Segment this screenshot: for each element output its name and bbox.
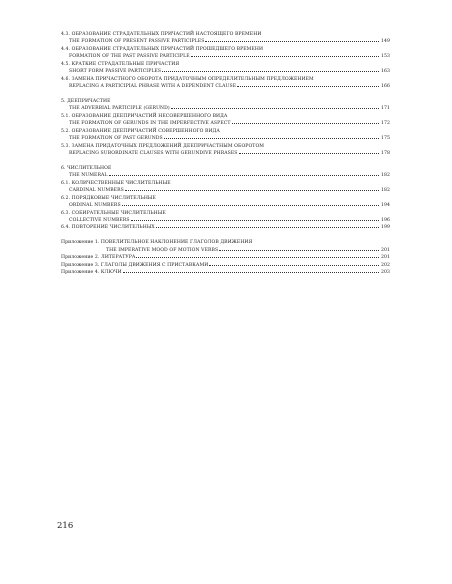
toc-entry — [61, 165, 390, 172]
dot-leader — [123, 269, 379, 273]
toc-entry — [61, 195, 390, 202]
dot-leader — [239, 150, 379, 154]
dot-leader — [171, 105, 379, 109]
toc-entry-page: 178 — [380, 151, 390, 156]
toc-entry-title: 5.1. ОБРАЗОВАНИЕ ДЕЕПРИЧАСТИЙ НЕСОВЕРШЕННОГО ВИДА — [61, 113, 228, 119]
toc-entry — [61, 128, 390, 135]
toc-entry-title: 6.1. КОЛИЧЕСТВЕННЫЕ ЧИСЛИТЕЛЬНЫЕ — [61, 180, 171, 186]
dot-leader — [156, 224, 379, 228]
toc-entry-title: COLLECTIVE NUMBERS — [69, 217, 130, 223]
toc-entry-title: REPLACING SUBORDINATE CLAUSES WITH GERUNDIVE PHRASES — [69, 151, 238, 156]
toc-entry-title: 6.2. ПОРЯДКОВЫЕ ЧИСЛИТЕЛЬНЫЕ — [61, 195, 156, 201]
dot-leader — [164, 135, 379, 139]
toc-entry — [61, 254, 390, 261]
toc-entry — [61, 83, 390, 90]
dot-leader — [162, 68, 379, 72]
toc-entry-title: 4.3. ОБРАЗОВАНИЕ СТРАДАТЕЛЬНЫХ ПРИЧАСТИЙ НАСТОЯЩЕГО ВРЕМЕНИ — [61, 32, 262, 37]
toc-entry — [61, 239, 390, 246]
toc-entry — [61, 68, 390, 75]
toc-entry-title: THE FORMATION OF PAST GERUNDS — [69, 136, 163, 142]
toc-entry-title: THE NUMERAL — [69, 173, 108, 179]
toc-entry-page: 166 — [380, 84, 390, 90]
toc-entry-title: Приложение 1. ПОВЕЛИТЕЛЬНОЕ НАКЛОНЕНИЕ ГЛАГОЛОВ ДВИЖЕНИЯ — [61, 240, 253, 246]
toc-entry — [61, 46, 390, 53]
toc-entry-page: 194 — [380, 203, 390, 209]
toc-entry — [61, 61, 390, 68]
toc-entry-page: 171 — [380, 106, 390, 112]
toc-entry — [61, 38, 390, 45]
toc-entry — [61, 53, 390, 60]
toc-entry-page: 175 — [380, 136, 390, 142]
toc-entry — [61, 120, 390, 127]
toc-entry-page: 199 — [380, 225, 390, 231]
page-number: 216 — [57, 521, 74, 531]
toc-entry-title: 6.3. СОБИРАТЕЛЬНЫЕ ЧИСЛИТЕЛЬНЫЕ — [61, 210, 166, 216]
toc-entry-page: 202 — [380, 262, 390, 268]
toc-entry-title: 6. ЧИСЛИТЕЛЬНОЕ — [61, 165, 112, 171]
toc-entry — [61, 262, 390, 269]
toc-entry — [61, 187, 390, 194]
toc-entry-title: Приложение 4. КЛЮЧИ — [61, 270, 122, 275]
toc-entry-title: 5.2. ОБРАЗОВАНИЕ ДЕЕПРИЧАСТИЙ СОВЕРШЕННОГО ВИДА — [61, 128, 220, 134]
toc-entry-title: THE FORMATION OF PRESENT PASSIVE PARTICIPLES — [69, 39, 205, 45]
toc-entry-title: 4.5. КРАТКИЕ СТРАДАТЕЛЬНЫЕ ПРИЧАСТИЯ — [61, 61, 180, 67]
dot-leader — [237, 83, 379, 87]
toc-entry-page: 153 — [380, 54, 390, 60]
dot-leader — [209, 262, 379, 266]
toc-entry — [61, 98, 390, 105]
toc-entry-page: 201 — [380, 255, 390, 261]
toc-entry — [61, 247, 390, 254]
dot-leader — [131, 217, 379, 221]
toc-entry — [61, 224, 390, 231]
toc-entry — [61, 31, 390, 38]
toc-entry-title: 4.6. ЗАМЕНА ПРИЧАСТНОГО ОБОРОТА ПРИДАТОЧНЫМ ОПРЕДЕЛИТЕЛЬНЫМ ПРЕДЛОЖЕНИЕМ — [61, 76, 314, 82]
toc-entry-page: 172 — [380, 121, 390, 127]
toc-entry-page: 149 — [380, 39, 390, 45]
toc-entry-page: 182 — [380, 173, 390, 179]
toc-entry-title: THE ADVERBIAL PARTICIPLE (GERUND) — [69, 106, 170, 112]
dot-leader — [122, 202, 379, 206]
section-gap — [61, 157, 390, 164]
toc-entry — [61, 180, 390, 187]
toc-entry — [61, 210, 390, 217]
toc-entry-page: 201 — [380, 247, 390, 253]
toc-entry-title: 5. ДЕЕПРИЧАСТИЕ — [61, 98, 111, 104]
dot-leader — [191, 53, 379, 57]
toc-entry-title: 5.3. ЗАМЕНА ПРИДАТОЧНЫХ ПРЕДЛОЖЕНИЙ ДЕЕПРИЧАСТНЫМ ОБОРОТОМ — [61, 143, 265, 149]
toc-entry — [61, 76, 390, 83]
table-of-contents — [61, 31, 390, 276]
toc-entry-title: ORDINAL NUMBERS — [69, 203, 121, 209]
toc-entry-page: 203 — [380, 270, 390, 275]
toc-entry-title: THE IMPERATIVE MOOD OF MOTION VERBS — [106, 247, 219, 253]
toc-entry — [61, 202, 390, 209]
toc-entry-page: 163 — [380, 69, 390, 75]
toc-entry — [61, 143, 390, 150]
toc-entry-title: REPLACING A PARTICIPIAL PHRASE WITH A DEPENDENT CLAUSE — [69, 84, 237, 90]
toc-entry-title: 4.4. ОБРАЗОВАНИЕ СТРАДАТЕЛЬНЫХ ПРИЧАСТИЙ ПРОШЕДШЕГО ВРЕМЕНИ — [61, 46, 264, 52]
toc-entry — [61, 105, 390, 112]
toc-entry-title: CARDINAL NUMBERS — [69, 188, 124, 194]
toc-entry — [61, 113, 390, 120]
toc-entry-page: 182 — [380, 188, 390, 194]
toc-entry-title: FORMATION OF THE PAST PASSIVE PARTICIPLE — [69, 54, 190, 60]
toc-entry-title: 6.4. ПОВТОРЕНИЕ ЧИСЛИТЕЛЬНЫХ — [61, 225, 155, 231]
section-gap — [61, 232, 390, 239]
toc-entry — [61, 269, 390, 276]
toc-entry — [61, 217, 390, 224]
dot-leader — [232, 120, 379, 124]
toc-entry-title: Приложение 2. ЛИТЕРАТУРА — [61, 255, 136, 261]
toc-entry — [61, 150, 390, 157]
toc-entry-title: SHORT FORM PASSIVE PARTICIPLES — [69, 69, 162, 75]
toc-entry-title: THE FORMATION OF GERUNDS IN THE IMPERFECTIVE ASPECT — [69, 121, 231, 127]
section-gap — [61, 91, 390, 98]
toc-entry — [61, 135, 390, 142]
toc-entry-page: 196 — [380, 217, 390, 223]
toc-entry-title: Приложение 3. ГЛАГОЛЫ ДВИЖЕНИЯ С ПРИСТАВКАМИ — [61, 262, 209, 268]
dot-leader — [109, 172, 379, 176]
toc-entry — [61, 172, 390, 179]
dot-leader — [205, 38, 379, 42]
dot-leader — [136, 254, 379, 258]
dot-leader — [125, 187, 379, 191]
dot-leader — [219, 247, 379, 251]
